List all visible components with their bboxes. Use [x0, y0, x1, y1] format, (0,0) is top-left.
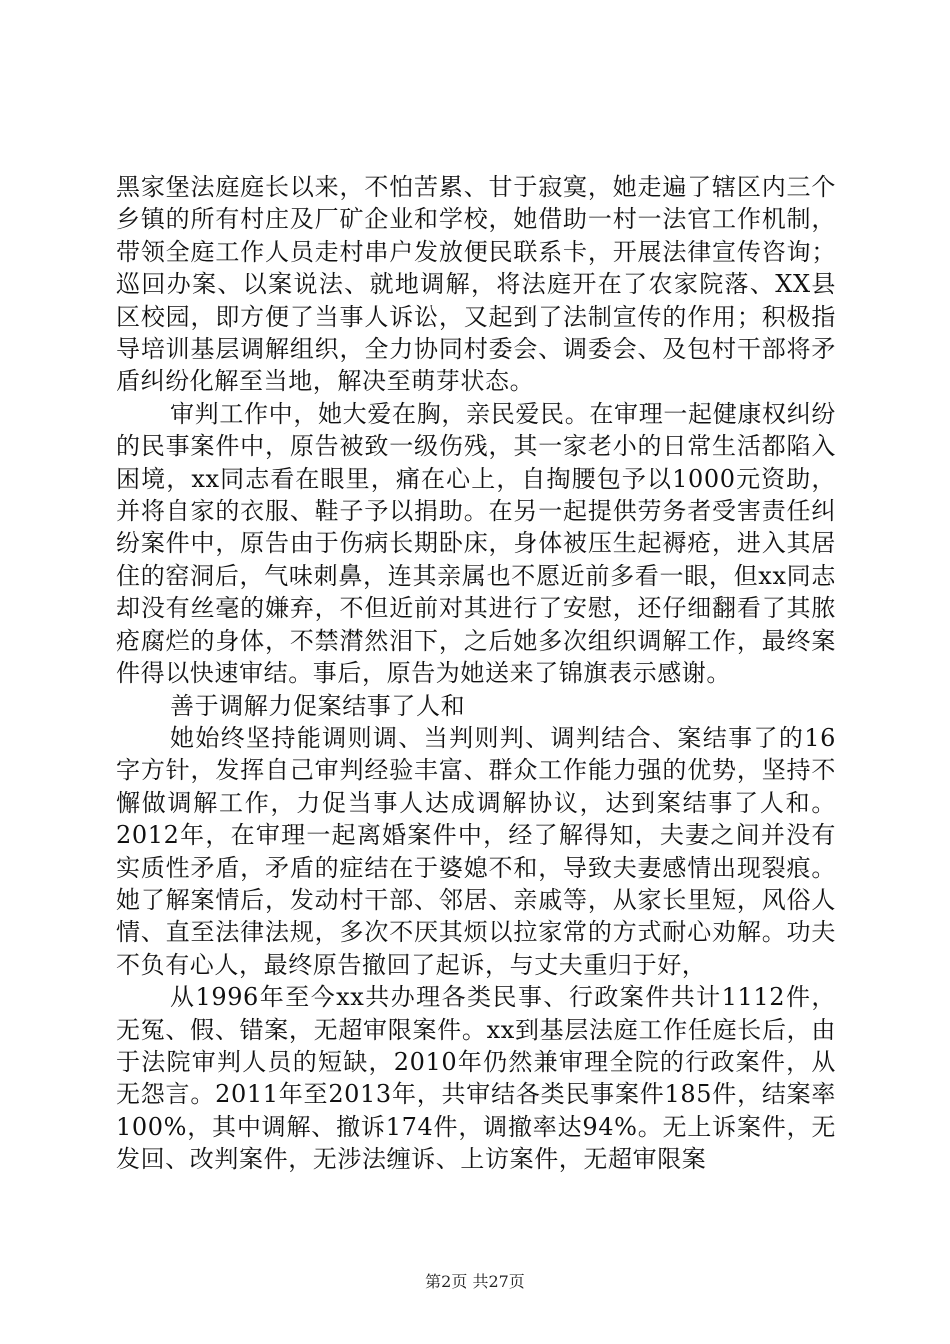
paragraph-2: 审判工作中，她大爱在胸，亲民爱民。在审理一起健康权纠纷的民事案件中，原告被致一级伤残，其一家老小的日常生活都陷入困境，xx同志看在眼里，痛在心上，自掏腰包予以1000元资助，并将自家的衣服、鞋子予以捐助。在另一起提供劳务者受害责任纠纷案件中，原告由于伤病长期卧床，身体被压生起褥疮，进入其居住的窑洞后，气味刺鼻，连其亲属也不愿近前多看一眼，但xx同志却没有丝毫的嫌弃，不但近前对其进行了安慰，还仔细翻看了其脓疮腐烂的身体，不禁潸然泪下，之后她多次组织调解工作，最终案件得以快速审结。事后，原告为她送来了锦旗表示感谢。 [116, 399, 836, 688]
document-body [116, 171, 836, 1176]
paragraph-1: 黑家堡法庭庭长以来，不怕苦累、甘于寂寞，她走遍了辖区内三个乡镇的所有村庄及厂矿企业和学校，她借助一村一法官工作机制，带领全庭工作人员走村串户发放便民联系卡，开展法律宣传咨询；巡回办案、以案说法、就地调解，将法庭开在了农家院落、XX县区校园，即方便了当事人诉讼，又起到了法制宣传的作用；积极指导培训基层调解组织，全力协同村委会、调委会、及包村干部将矛盾纠纷化解至当地，解决至萌芽状态。 [116, 173, 836, 396]
section-heading: 善于调解力促案结事了人和 [170, 691, 466, 720]
paragraph-4: 从1996年至今xx共办理各类民事、行政案件共计1112件，无冤、假、错案，无超审限案件。xx到基层法庭工作任庭长后，由于法院审判人员的短缺，2010年仍然兼审理全院的行政案件，从无怨言。2011年至2013年，共审结各类民事案件185件，结案率100%，其中调解、撤诉174件，调撤率达94%。无上诉案件，无发回、改判案件，无涉法缠诉、上访案件，无超审限案 [116, 983, 836, 1174]
paragraph-3: 她始终坚持能调则调、当判则判、调判结合、案结事了的16字方针，发挥自己审判经验丰富、群众工作能力强的优势，坚持不懈做调解工作，力促当事人达成调解协议，达到案结事了人和。2012年，在审理一起离婚案件中，经了解得知，夫妻之间并没有实质性矛盾，矛盾的症结在于婆媳不和，导致夫妻感情出现裂痕。她了解案情后，发动村干部、邻居、亲戚等，从家长里短，风俗人情、直至法律法规，多次不厌其烦以拉家常的方式耐心劝解。功夫不负有心人，最终原告撤回了起诉，与丈夫重归于好， [116, 723, 836, 979]
page-number-footer: 第2页 共27页 [425, 1272, 525, 1291]
